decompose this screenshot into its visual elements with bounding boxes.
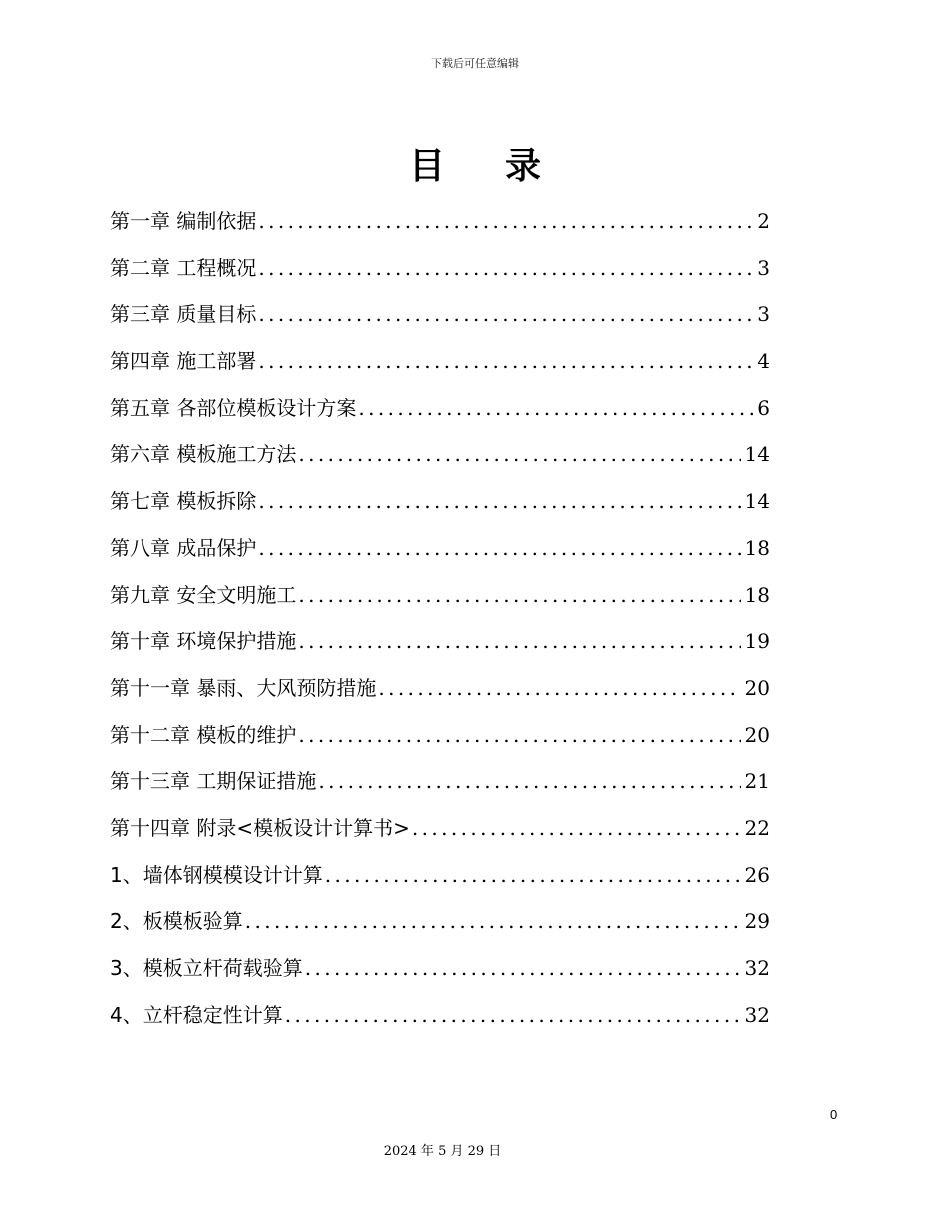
toc-leader-dots <box>258 249 753 287</box>
toc-leader-dots <box>358 389 753 427</box>
toc-entry[interactable] <box>110 622 770 669</box>
toc-entry-page: 32 <box>744 956 770 980</box>
toc-entry-page: 14 <box>744 442 770 467</box>
toc-entry[interactable] <box>110 996 770 1043</box>
toc-entry-page: 26 <box>744 862 770 887</box>
toc-leader-dots <box>305 949 741 987</box>
toc-entry-page: 19 <box>744 629 770 654</box>
toc-entry-page: 20 <box>744 722 770 747</box>
toc-entry[interactable] <box>110 435 770 482</box>
toc-entry[interactable] <box>110 856 770 903</box>
toc-entry-page: 14 <box>744 489 770 514</box>
toc-entry-page: 18 <box>744 582 770 607</box>
toc-entry[interactable] <box>110 529 770 576</box>
toc-entry[interactable] <box>110 949 770 996</box>
toc-leader-dots <box>412 809 741 847</box>
toc-entry-label: 第十二章 模板的维护 <box>110 722 297 747</box>
toc-entry-label: 2、板模板验算 <box>110 909 243 934</box>
toc-entry-page: 2 <box>757 209 770 233</box>
table-of-contents <box>110 202 770 1042</box>
footer-date: 2024 年 5 月 29 日 <box>383 1144 502 1159</box>
toc-leader-dots <box>258 529 740 567</box>
toc-leader-dots <box>325 856 741 894</box>
toc-entry-page: 3 <box>757 255 770 280</box>
toc-entry[interactable] <box>110 342 770 389</box>
toc-leader-dots <box>258 295 753 333</box>
toc-entry-page: 4 <box>757 349 770 374</box>
toc-entry[interactable] <box>110 809 770 856</box>
toc-entry[interactable] <box>110 716 770 763</box>
toc-entry-label: 第六章 模板施工方法 <box>110 442 297 467</box>
toc-title: 目录 <box>408 146 601 187</box>
toc-leader-dots <box>298 716 740 754</box>
toc-entry-label: 第四章 施工部署 <box>110 349 257 374</box>
toc-leader-dots <box>298 576 740 614</box>
toc-leader-dots <box>258 342 753 380</box>
toc-entry-label: 第十章 环境保护措施 <box>110 629 297 654</box>
toc-entry[interactable] <box>110 389 770 436</box>
toc-entry-label: 第二章 工程概况 <box>110 255 257 280</box>
toc-leader-dots <box>285 996 741 1034</box>
toc-leader-dots <box>245 902 741 940</box>
toc-entry-label: 第七章 模板拆除 <box>110 489 257 514</box>
toc-entry-label: 第九章 安全文明施工 <box>110 582 297 607</box>
header-note: 下载后可任意编辑 <box>431 57 519 70</box>
toc-leader-dots <box>378 669 740 707</box>
toc-entry[interactable] <box>110 762 770 809</box>
toc-entry-page: 29 <box>744 909 770 934</box>
toc-entry-page: 20 <box>744 675 770 700</box>
toc-entry-label: 3、模板立杆荷载验算 <box>110 956 303 980</box>
toc-entry[interactable] <box>110 482 770 529</box>
toc-leader-dots <box>318 762 740 800</box>
toc-entry[interactable] <box>110 295 770 342</box>
toc-entry-label: 4、立杆稳定性计算 <box>110 1002 283 1027</box>
toc-leader-dots <box>258 482 740 520</box>
toc-entry[interactable] <box>110 202 770 249</box>
toc-entry[interactable] <box>110 902 770 949</box>
toc-leader-dots <box>298 435 740 473</box>
toc-entry[interactable] <box>110 249 770 296</box>
toc-entry[interactable] <box>110 576 770 623</box>
toc-entry[interactable] <box>110 669 770 716</box>
toc-leader-dots <box>298 622 740 660</box>
toc-entry-label: 1、墙体钢模模设计计算 <box>110 862 323 887</box>
toc-entry-label: 第一章 编制依据 <box>110 209 257 233</box>
toc-leader-dots <box>258 202 753 240</box>
toc-entry-page: 32 <box>744 1002 770 1027</box>
toc-entry-page: 18 <box>744 535 770 560</box>
toc-entry-page: 3 <box>757 302 770 327</box>
toc-entry-label: 第八章 成品保护 <box>110 535 257 560</box>
toc-entry-page: 21 <box>744 769 770 794</box>
toc-entry-page: 22 <box>744 815 770 840</box>
toc-entry-label: 第十一章 暴雨、大风预防措施 <box>110 675 377 700</box>
toc-entry-label: 第十四章 附录<模板设计计算书> <box>110 815 410 840</box>
page-number: 0 <box>830 1107 838 1122</box>
toc-entry-label: 第三章 质量目标 <box>110 302 257 327</box>
toc-entry-label: 第五章 各部位模板设计方案 <box>110 395 357 420</box>
toc-entry-page: 6 <box>757 395 770 420</box>
toc-entry-label: 第十三章 工期保证措施 <box>110 769 317 794</box>
